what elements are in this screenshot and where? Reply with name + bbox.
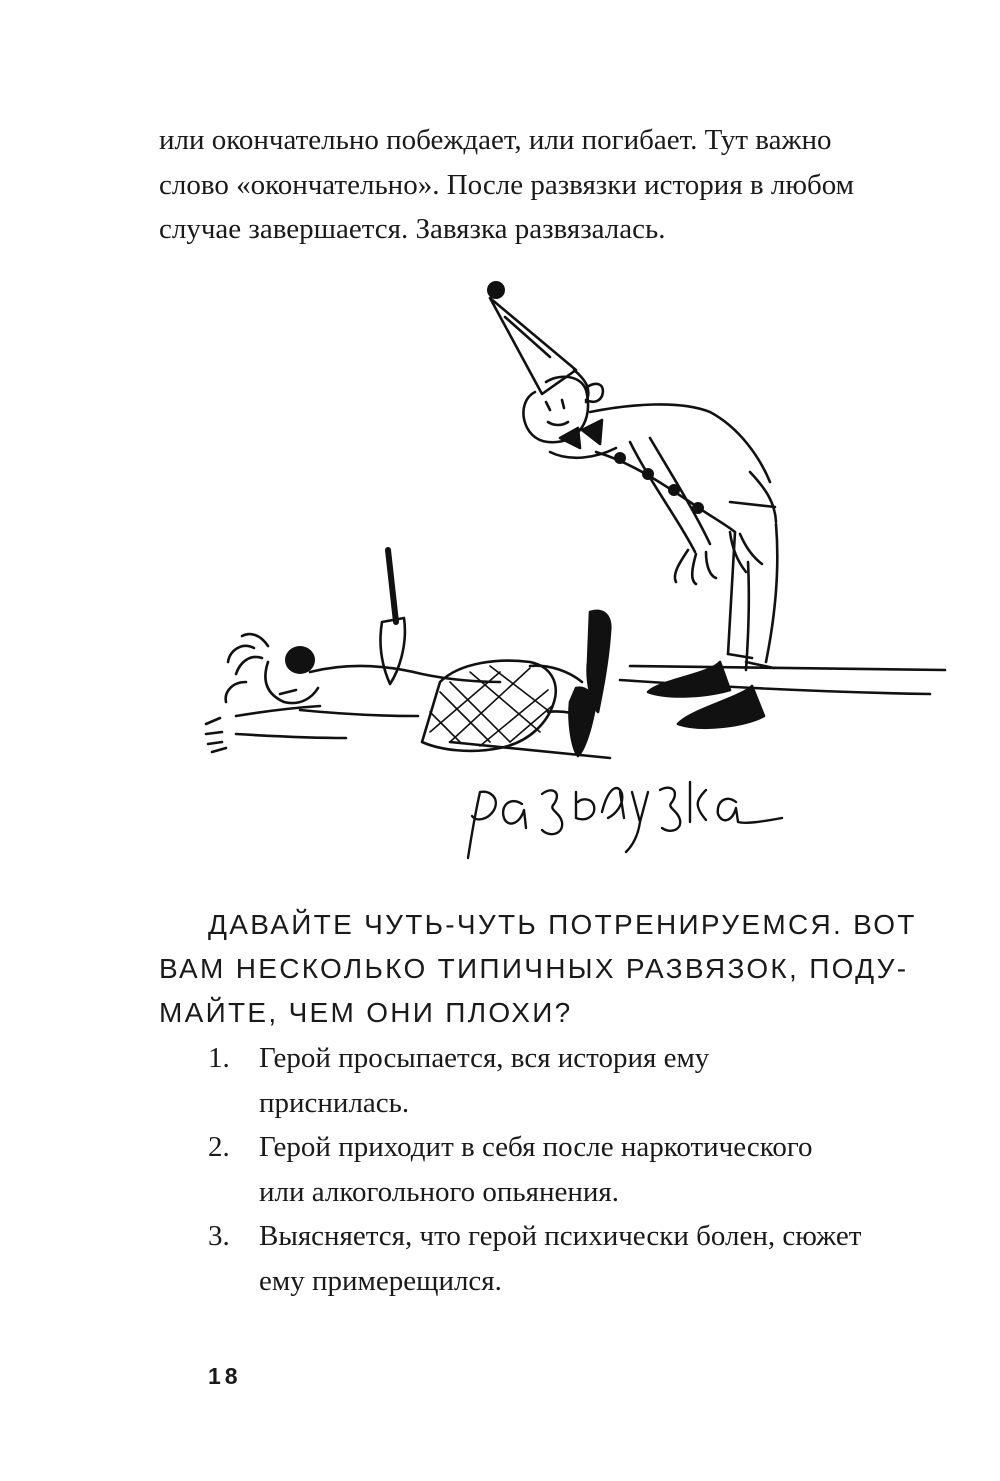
list-item (208, 1214, 928, 1303)
intro-paragraph (159, 118, 929, 252)
list-number: 3. (208, 1220, 230, 1252)
paragraph-line: или окончательно побеждает, или погибает. Тут важно (159, 124, 832, 156)
standing-clown (487, 281, 777, 728)
list-item-line: Выясняется, что герой психически болен, сюжет (259, 1220, 862, 1252)
exercise-heading (159, 903, 929, 1035)
paragraph-line: слово «окончательно». После развязки история в любом (159, 168, 855, 201)
heading-line: ДАВАЙТЕ ЧУТЬ-ЧУТЬ ПОТРЕНИРУЕМСЯ. ВОТ (208, 909, 917, 940)
endings-list (208, 1036, 928, 1303)
list-item (208, 1036, 928, 1125)
clown-illustration (150, 262, 950, 874)
paragraph-line: случае завершается. Завязка развязалась. (159, 213, 666, 245)
heading-line: МАЙТЕ, ЧЕМ ОНИ ПЛОХИ? (159, 997, 573, 1028)
page-number: 18 (208, 1363, 242, 1389)
list-item-line: приснилась. (259, 1086, 410, 1119)
list-item-line: ему примерещился. (259, 1264, 502, 1297)
lying-clown (206, 550, 610, 756)
list-item-line: Герой просыпается, вся история ему (259, 1042, 710, 1074)
list-item-line: или алкогольного опьянения. (259, 1175, 620, 1208)
caption-handwriting (468, 782, 782, 858)
list-number: 1. (208, 1042, 230, 1074)
list-item (208, 1125, 928, 1214)
list-number: 2. (208, 1131, 230, 1163)
heading-line: ВАМ НЕСКОЛЬКО ТИПИЧНЫХ РАЗВЯЗОК, ПОДУ- (159, 953, 909, 984)
list-item-line: Герой приходит в себя после наркотического (259, 1131, 813, 1163)
illustration-caption: развязка (630, 862, 634, 863)
